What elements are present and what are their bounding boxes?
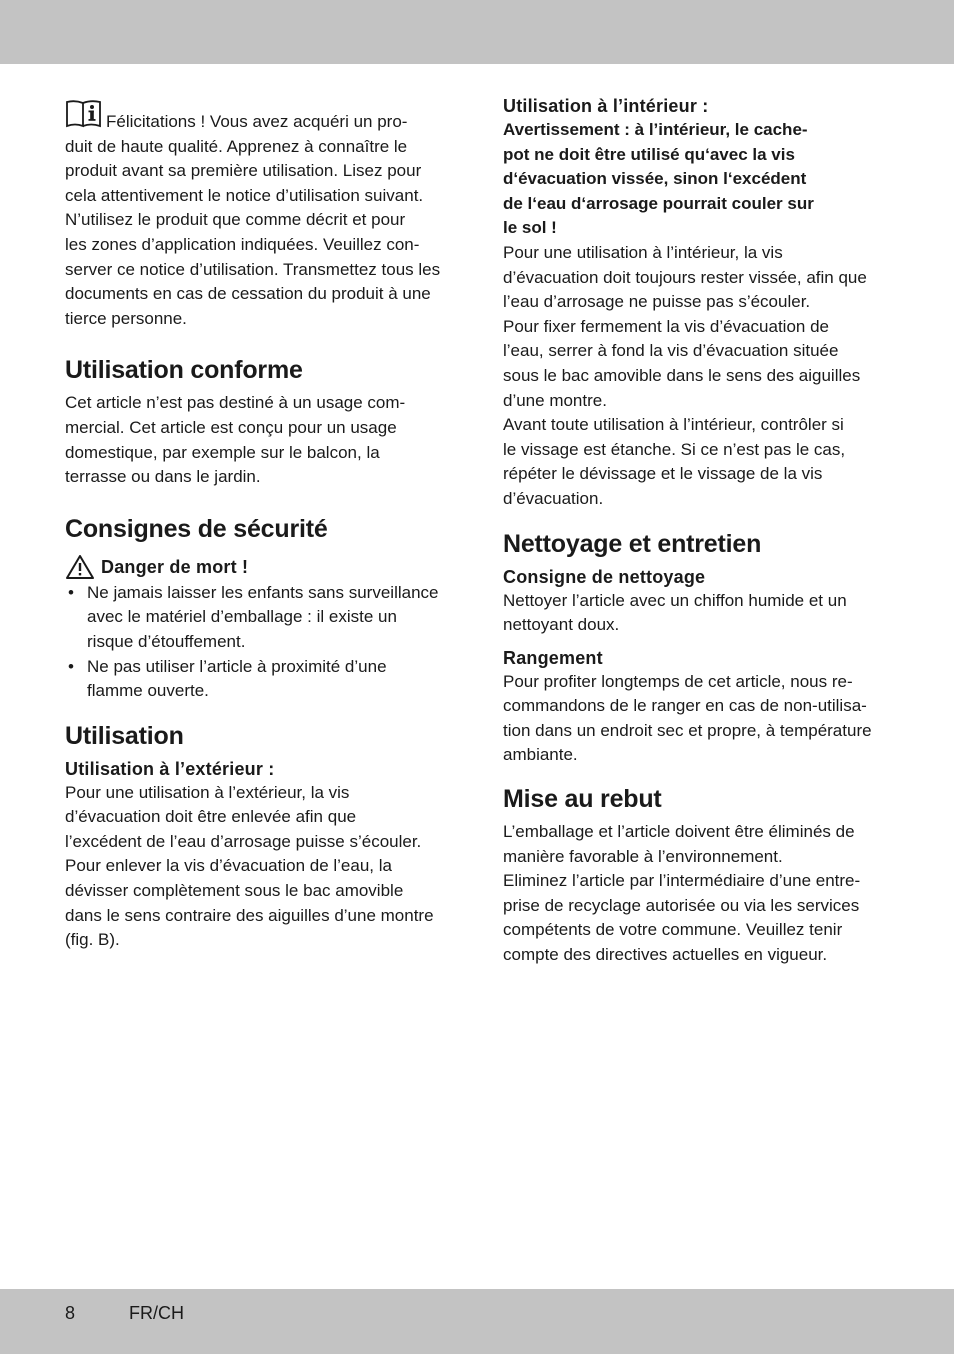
exterieur-text: Pour une utilisation à l’extérieur, la vis d’évacuation doit être enlevée afin que l’excédent de l’eau d’arrosage puisse s’écouler. Pour enlever la vis d’évacuation de l’eau, la dévisser complètement sous le bac amovible dans le sens contraire des aiguilles d’une montre (fig. B). bbox=[65, 782, 434, 950]
manual-info-icon bbox=[65, 99, 102, 129]
consigne-nettoyage-text: Nettoyer l’article avec un chiffon humide et un nettoyant doux. bbox=[503, 590, 847, 635]
heading-mise-au-rebut: Mise au rebut bbox=[503, 785, 662, 814]
intro-text: Félicitations ! Vous avez acquéri un pro- duit de haute qualité. Apprenez à connaître le produit avant sa première utilisation. Lisez pour cela attentivement le notice d’utilisation suivant. N’utilisez le produit que comme décrit et pour les zones d’application indiquées. Veuillez con- server ce notice d’utilisation. Transmettez tous les documents en cas de cessation du produit à une tierce personne. bbox=[65, 112, 441, 328]
interieur-text: Pour une utilisation à l’intérieur, la vis d’évacuation doit toujours rester vissée, afin que l’eau d’arrosage ne puisse pas s’écouler. Pour fixer fermement la vis d’évacuation de l’eau, serrer à fond la vis d’évacuation située sous le bac amovible dans le sens des aiguilles d’une montre. Avant toute utilisation à l’intérieur, contrôler si le vissage est étanche. Si ce n’est pas le cas, répéter le dévissage et le vissage de la vis d’évacuation. bbox=[503, 242, 867, 508]
mise-au-rebut-text: L’emballage et l’article doivent être éliminés de manière favorable à l’environnement. Eliminez l’article par l’intermédiaire d’une entre- prise de recyclage autorisée ou via les services compétents de votre commune. Veuillez tenir compte des directives actuelles en vigueur. bbox=[503, 822, 861, 965]
right-column bbox=[503, 92, 893, 968]
subheading-exterieur: Utilisation à l’extérieur : bbox=[65, 758, 275, 779]
subheading-consigne-nettoyage: Consigne de nettoyage bbox=[503, 566, 706, 587]
heading-utilisation: Utilisation bbox=[65, 721, 184, 750]
rangement-text: Pour profiter longtemps de cet article, nous re- commandons de le ranger en cas de non-utilisa- tion dans un endroit sec et propre, à température ambiante. bbox=[503, 671, 872, 765]
utilisation-conforme-text: Cet article n’est pas destiné à un usage com- mercial. Cet article est conçu pour un usage domestique, par exemple sur le balcon, la terrasse ou dans le jardin. bbox=[65, 393, 406, 487]
subheading-rangement: Rangement bbox=[503, 647, 603, 668]
warning-triangle-icon bbox=[65, 554, 95, 580]
danger-warning-row bbox=[65, 554, 453, 580]
heading-nettoyage: Nettoyage et entretien bbox=[503, 529, 762, 558]
subheading-interieur: Utilisation à l’intérieur : bbox=[503, 96, 709, 116]
danger-label: Danger de mort ! bbox=[101, 556, 249, 577]
heading-consignes-securite: Consignes de sécurité bbox=[65, 514, 328, 543]
list-item: • Ne jamais laisser les enfants sans surveillance avec le matériel d’emballage : il existe un risque d’étouffement. bbox=[65, 581, 453, 655]
list-item: • Ne pas utiliser l’article à proximité d’une flamme ouverte. bbox=[65, 655, 453, 704]
interieur-warning: Avertissement : à l’intérieur, le cache- pot ne doit être utilisé qu‘avec la vis d‘évacuation vissée, sinon l‘excédent de l‘eau d‘arrosage pourrait couler sur le sol ! bbox=[503, 120, 814, 238]
left-column bbox=[65, 92, 453, 953]
locale-label: FR/CH bbox=[129, 1303, 184, 1323]
heading-utilisation-conforme: Utilisation conforme bbox=[65, 356, 303, 385]
page-number: 8 bbox=[65, 1303, 76, 1323]
intro-paragraph bbox=[65, 99, 453, 331]
safety-list bbox=[65, 581, 453, 704]
top-band bbox=[0, 0, 954, 64]
